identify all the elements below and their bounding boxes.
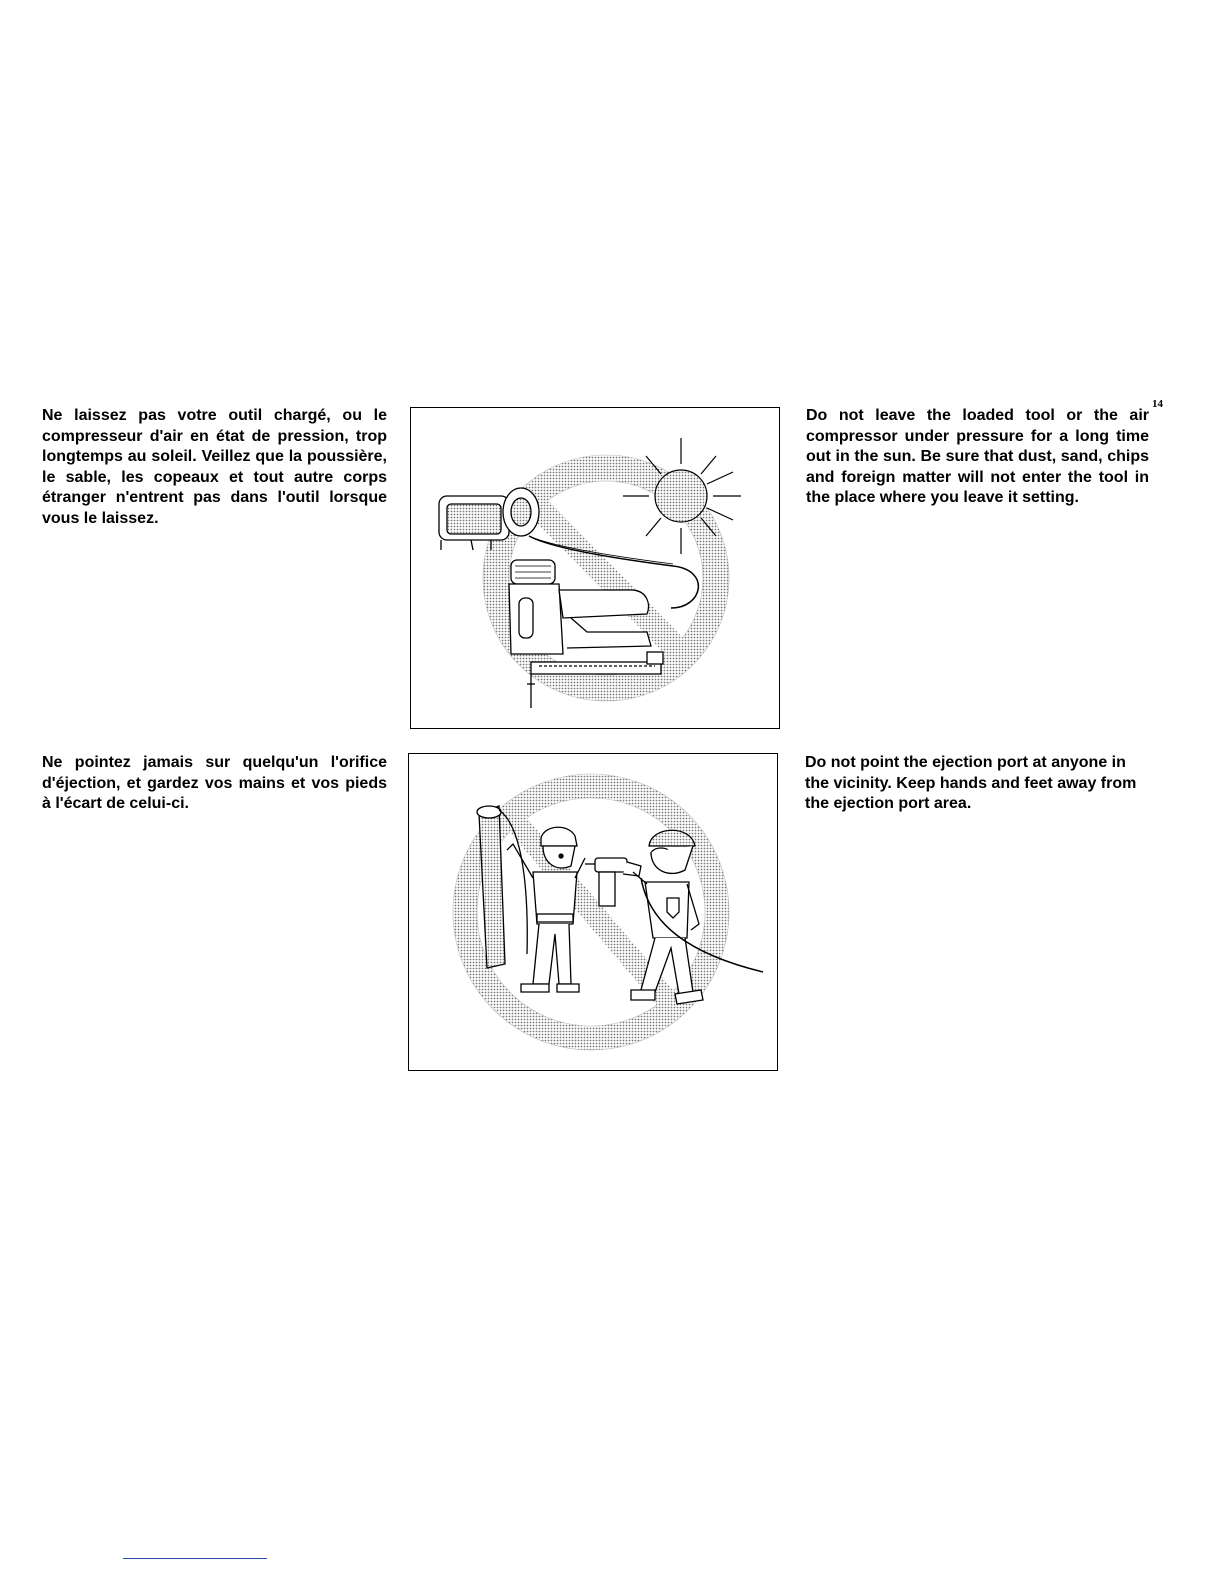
figure-ejection-port — [408, 753, 778, 1071]
footer-rule — [123, 1558, 267, 1559]
prohibited-pointing-at-person-icon — [409, 754, 777, 1070]
english-warning-sun: Do not leave the loaded tool or the air compressor under pressure for a long time out in the sun. Be sure that dust, sand, chips and foreign matter will not enter the tool in the place where you leave it setting. — [806, 407, 1149, 506]
french-warning-sun: Ne laissez pas votre outil chargé, ou le compresseur d'air en état de pression, trop longtemps au soleil. Veillez que la poussière, le sable, les copeaux et tout autre corps étranger n'entrent pas dans l'outil lorsque vous le laissez. — [42, 407, 387, 527]
page-number: 14 — [1152, 398, 1163, 410]
figure-sun-exposure — [410, 407, 780, 729]
english-warning-ejection: Do not point the ejection port at anyone in the vicinity. Keep hands and feet away from the ejection port area. — [805, 754, 1137, 812]
french-warning-ejection: Ne pointez jamais sur quelqu'un l'orifice d'éjection, et gardez vos mains et vos pieds à l'écart de celui-ci. — [42, 754, 387, 812]
prohibited-sun-exposure-icon — [411, 408, 779, 728]
